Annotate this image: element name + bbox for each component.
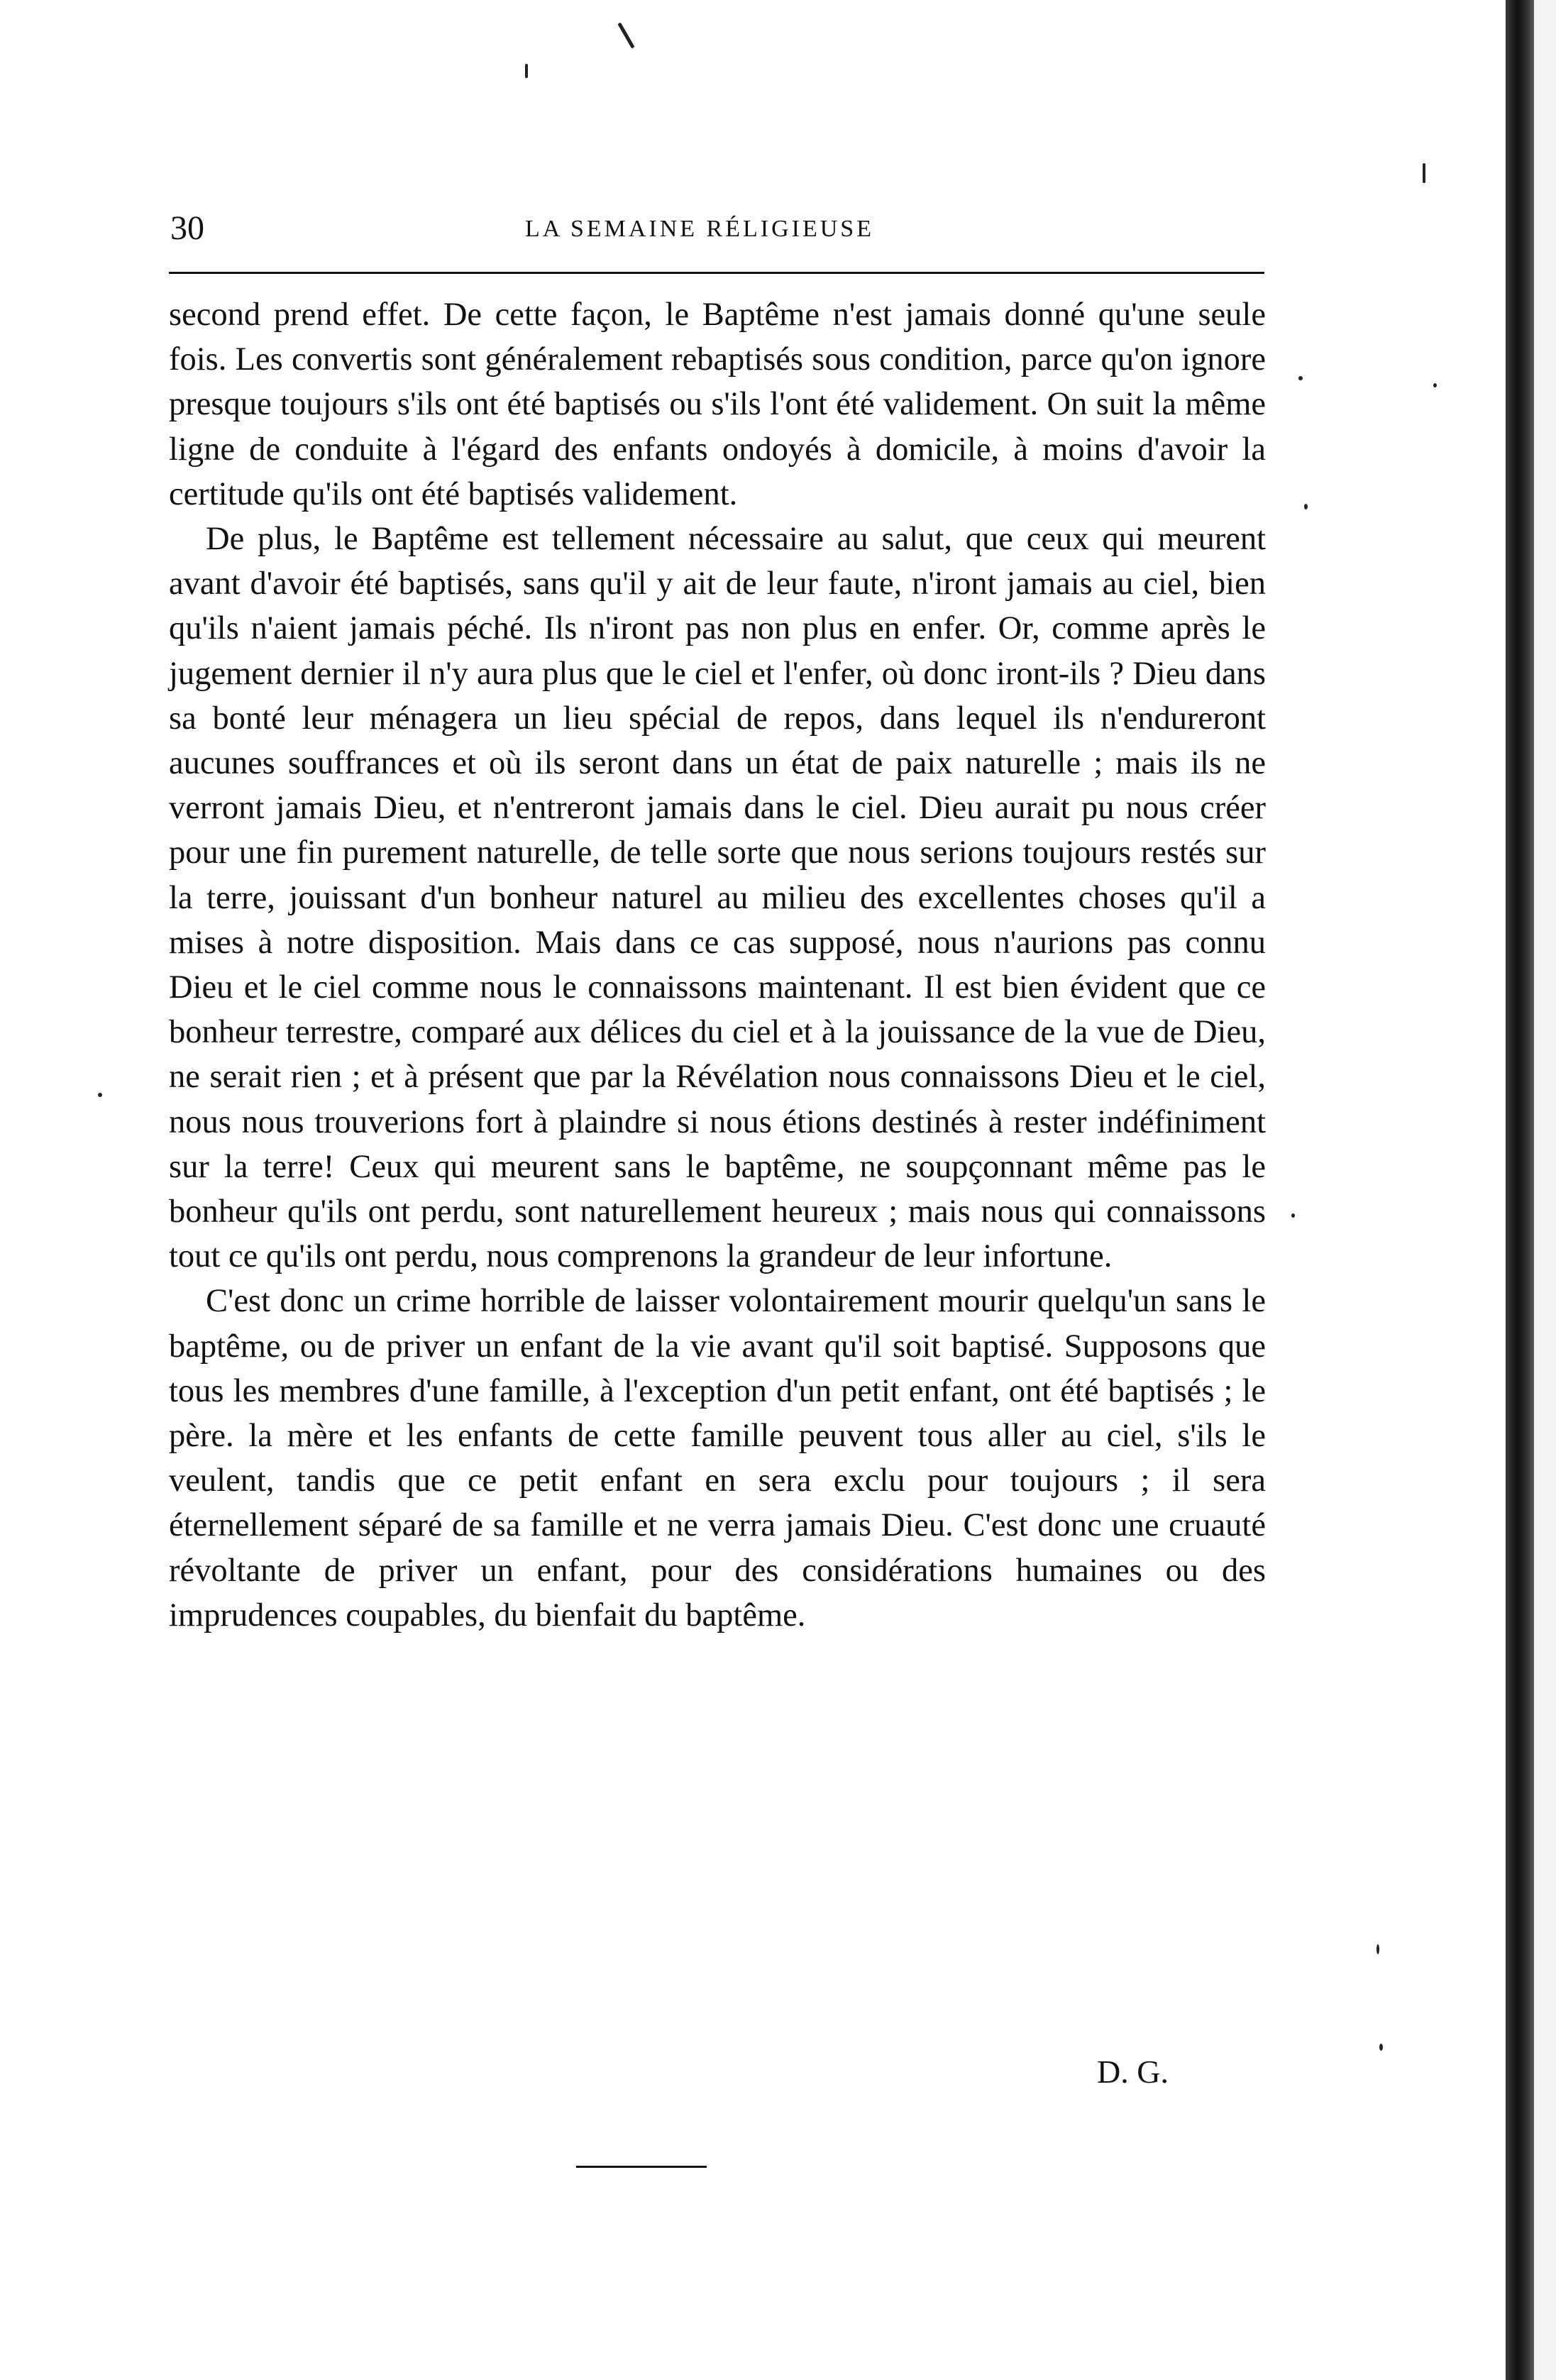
scan-speck [1304,504,1308,509]
scan-speck [1376,1944,1379,1954]
article-body [169,292,1266,1638]
scan-speck [617,22,634,48]
scan-speck [98,1093,102,1097]
page-number: 30 [170,209,204,247]
paragraph: De plus, le Baptême est tellement nécessaire au salut, que ceux qui meurent avant d'avoir été baptisés, sans qu'il y ait de leur faute, n'iront jamais au ciel, bien qu'ils n'aient jamais péché. Ils n'iront pas non plus en enfer. Or, comme après le jugement dernier il n'y aura plus que le ciel et l'enfer, où donc iront-ils ? Dieu dans sa bonté leur ménagera un lieu spécial de repos, dans lequel ils n'endureront aucunes souffrances et où ils seront dans un état de paix naturelle ; mais ils ne verront jamais Dieu, et n'entreront jamais dans le ciel. Dieu aurait pu nous créer pour une fin purement naturelle, de telle sorte que nous serions toujours restés sur la terre, jouissant d'un bonheur naturel au milieu des excellentes choses qu'il a mises à notre disposition. Mais dans ce cas supposé, nous n'aurions pas connu Dieu et le ciel comme nous le connaissons maintenant. Il est bien évident que ce bonheur terrestre, comparé aux délices du ciel et à la jouissance de la vue de Dieu, ne serait rien ; et à présent que par la Révélation nous connaissons Dieu et le ciel, nous nous trouverions fort à plaindre si nous étions destinés à rester indéfiniment sur la terre! Ceux qui meurent sans le baptême, ne soupçonnant même pas le bonheur qu'ils ont perdu, sont naturellement heureux ; mais nous qui connaissons tout ce qu'ils ont perdu, nous comprenons la grandeur de leur infortune. [169,521,1266,1275]
scan-speck [1433,383,1437,387]
scan-speck [1298,376,1303,380]
closing-rule [576,2166,707,2168]
header-rule [169,272,1264,274]
author-signature: D. G. [1097,2054,1169,2090]
scan-speck [1423,163,1425,183]
page-header [170,207,1263,250]
page-edge-shadow [1506,0,1534,2380]
page-margin-right [1534,0,1556,2380]
scan-speck [525,64,528,78]
scan-speck [1291,1213,1295,1218]
paragraph: second prend effet. De cette façon, le Baptême n'est jamais donné qu'une seule fois. Les convertis sont généralement rebaptisés sous condition, parce qu'on ignore presque toujours s'ils ont été baptisés ou s'ils l'ont été validement. On suit la même ligne de conduite à l'égard des enfants ondoyés à domicile, à moins d'avoir la certitude qu'ils ont été baptisés validement. [169,297,1266,512]
paragraph: C'est donc un crime horrible de laisser volontairement mourir quelqu'un sans le baptême, ou de priver un enfant de la vie avant qu'il soit baptisé. Supposons que tous les membres d'une famille, à l'exception d'un petit enfant, ont été baptisés ; le père. la mère et les enfants de cette famille peuvent tous aller au ciel, s'ils le veulent, tandis que ce petit enfant en sera exclu pour toujours ; il sera éternellement séparé de sa famille et ne verra jamais Dieu. C'est donc une cruauté révoltante de priver un enfant, pour des considérations humaines ou des imprudences coupables, du bienfait du baptême. [169,1283,1266,1634]
scan-speck [1379,2044,1383,2051]
running-title: LA SEMAINE RÉLIGIEUSE [525,216,874,242]
